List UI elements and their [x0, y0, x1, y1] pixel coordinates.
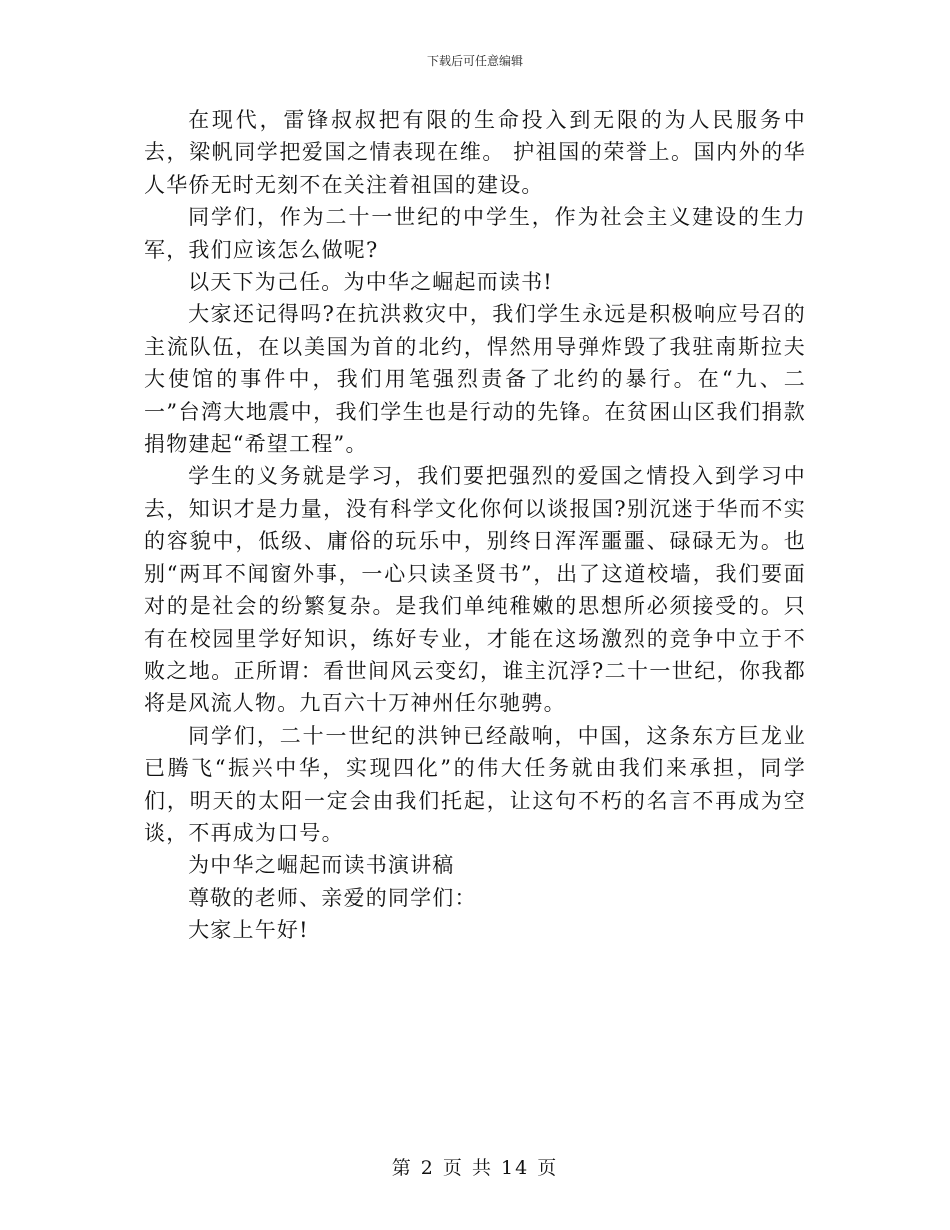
paragraph: 大家还记得吗?在抗洪救灾中，我们学生永远是积极响应号召的主流队伍，在以美国为首的北约，悍然用导弹炸毁了我驻南斯拉夫大使馆的事件中，我们用笔强烈责备了北约的暴行。在“九、二一”台湾大地震中，我们学生也是行动的先锋。在贫困山区我们捐款捐物建起“希望工程”。 — [144, 302, 806, 457]
paragraph: 以天下为己任。为中华之崛起而读书! — [188, 270, 553, 295]
paragraph: 在现代，雷锋叔叔把有限的生命投入到无限的为人民服务中去，梁帆同学把爱国之情表现在维。 护祖国的荣誉上。国内外的华人华侨无时无刻不在关注着祖国的建设。 — [144, 108, 806, 197]
speech-title: 为中华之崛起而读书演讲稿 — [188, 853, 455, 878]
paragraph: 同学们，作为二十一世纪的中学生，作为社会主义建设的生力军，我们应该怎么做呢? — [144, 205, 806, 262]
header-note: 下载后可任意编辑 — [426, 54, 523, 68]
document-body — [144, 104, 806, 947]
paragraph: 学生的义务就是学习，我们要把强烈的爱国之情投入到学习中去，知识才是力量，没有科学文化你何以谈报国?别沉迷于华而不实的容貌中，低级、庸俗的玩乐中，别终日浑浑噩噩、碌碌无为。也别“两耳不闻窗外事，一心只读圣贤书”，出了这道校墙，我们要面对的是社会的纷繁复杂。是我们单纯稚嫩的思想所必须接受的。只有在校园里学好知识，练好专业，才能在这场激烈的竞争中立于不败之地。正所谓：看世间风云变幻，谁主沉浮?二十一世纪，你我都将是风流人物。九百六十万神州任尔驰骋。 — [144, 464, 806, 716]
salutation: 尊敬的老师、亲爱的同学们： — [188, 885, 477, 910]
page-number-footer: 第 2 页 共 14 页 — [391, 1157, 559, 1179]
greeting: 大家上午好! — [188, 918, 309, 943]
paragraph: 同学们，二十一世纪的洪钟已经敲响，中国，这条东方巨龙业已腾飞“振兴中华，实现四化”的伟大任务就由我们来承担，同学们，明天的太阳一定会由我们托起，让这句不朽的名言不再成为空谈，不再成为口号。 — [144, 723, 806, 845]
